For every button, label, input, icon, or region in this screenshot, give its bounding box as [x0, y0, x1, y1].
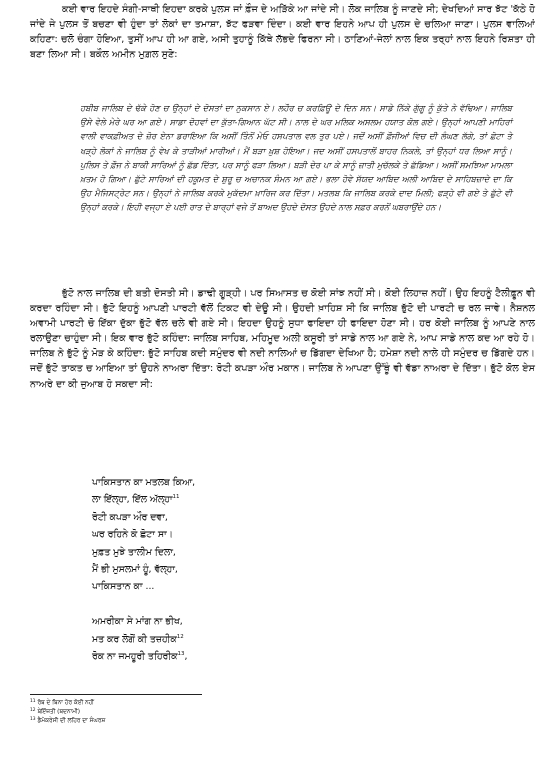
poem-line [92, 544, 452, 561]
stanza-break [92, 596, 452, 613]
footnotes [30, 699, 430, 727]
footnote-number: 11 [30, 699, 36, 704]
footnote-ref: 12 [176, 633, 184, 640]
footnote-ref: 13 [177, 650, 185, 657]
poem-line-text: ਮੁਫ਼ਤ ਮੁਝੇ ਤਾਲੀਮ ਦਿਲਾ, [92, 546, 176, 558]
poem-line [92, 509, 452, 526]
footnote-text: ਬੇਇੱਜ਼ਤੀ (ਬਦਨਾਮੀ) [37, 709, 80, 716]
poem-line-text: ਪਾਕਿਸਤਾਨ ਕਾ ਮਤਲਬ ਕਿਆ, [92, 477, 196, 488]
body-paragraph-1: ਕਈ ਵਾਰ ਇਹਦੇ ਸੰਗੀ-ਸਾਥੀ ਇਹਦਾ ਕਰਕੇ ਪੁਲਸ ਜਾਂ ਫ਼ੌਜ ਦੇ ਅੜਿੱਕੇ ਆ ਜਾਂਦੇ ਸੀ। ਲੋਕ ਜਾਲਿਬ ਨੂੰ ਜਾਣਦੇ ਸੀ; ਦੇਖਦਿਆਂ ਸਾਰ ਝੱਟ 'ਕੱਠੇ ਹੋ ਜਾਂਦੇ ਜੇ ਪੁਲਸ ਤੋਂ ਬਚਣਾ ਵੀ ਹੁੰਦਾ ਤਾਂ ਲੋਕਾਂ ਦਾ ਤਮਾਸ਼ਾ, ਝੱਟ ਫੜਵਾ ਦਿੰਦਾ। ਕਈ ਵਾਰ ਇਹਨੇ ਆਪ ਹੀ ਪੁਲਸ ਦੇ ਚਲਿਆ ਜਾਣਾ। ਪੁਲਸ ਵਾਲਿਆਂ ਕਹਿਣਾ: ਚਲੋ ਚੰਗਾ ਹੋਇਆ, ਤੁਸੀਂ ਆਪ ਹੀ ਆ ਗਏ, ਅਸੀ ਤੁਹਾਨੂੰ ਕਿੱਥੇ ਲੱਭਦੇ ਫਿਰਨਾ ਸੀ। ਠਾਣਿਆਂ-ਜੇਲਾਂ ਨਾਲ ਇਕ ਤਰ੍ਹਾਂ ਨਾਲ ਇਹਨੇ ਰਿਸ਼ਤਾ ਹੀ ਬਣਾ ਲਿਆ ਸੀ। ਬਕੌਲ ਅਮੀਨ ਮੁਗ਼ਲ ਸੁਣੋ: [30, 4, 535, 61]
footnote-number: 12 [30, 708, 36, 714]
footnote-separator [30, 694, 202, 695]
poem-line-punct: , [184, 650, 188, 662]
footnote-text: ਰੱਬ ਦੇ ਬਿਨਾ ਹੋਰ ਕੋਈ ਨਹੀਂ [37, 700, 94, 706]
poem-line [92, 491, 452, 508]
body-paragraph-2: ਭੁੱਟੋ ਨਾਲ ਜਾਲਿਬ ਦੀ ਬਤੀ ਦੋਸਤੀ ਸੀ। ਡਾਢੀ ਗੂੜ੍ਹੀ। ਪਰ ਸਿਆਸਤ ਚ ਕੋਈ ਸਾਂਝ ਨਹੀਂ ਸੀ। ਕੋਈ ਲਿਹਾਜ਼ ਨਹੀਂ। ਉਹ ਇਹਨੂੰ ਟੈਲੀਫ਼ੂਨ ਵੀ ਕਰਦਾ ਰਹਿੰਦਾ ਸੀ। ਭੁੱਟੋ ਇਹਨੂੰ ਆਪਣੀ ਪਾਰਟੀ ਵੱਲੋਂ ਟਿਕਟ ਵੀ ਦੇਊ ਸੀ। ਉਹਦੀ ਖ਼ਾਹਿਸ਼ ਸੀ ਕਿ ਜਾਲਿਬ ਭੁੱਟੋ ਦੀ ਪਾਰਟੀ ਚ ਰਲ ਜਾਵੇ। ਨੈਸ਼ਨਲ ਅਵਾਮੀ ਪਾਰਟੀ ਚੋ ਇੱਕਾ ਦੁੱਕਾ ਭੁੱਟੋ ਵੱਲ ਚਲੇ ਵੀ ਗਏ ਸੀ। ਇਹਦਾ ਉਹਨੂੰ ਸੁਧਾ ਫਾਇਦਾ ਹੀ ਫਾਇਦਾ ਹੋਣਾ ਸੀ। ਹਰ ਕੋਈ ਜਾਲਿਬ ਨੂੰ ਆਪਣੇ ਨਾਲ ਰਲਾਉਣਾ ਚਾਹੁੰਦਾ ਸੀ। ਇਕ ਵਾਰ ਭੁੱਟੋ ਕਹਿੰਦਾ: ਜਾਲਿਬ ਸਾਹਿਬ, ਮਹਿਮੂਦ ਅਲੀ ਕਸੂਰੀ ਤਾਂ ਸਾਡੇ ਨਾਲ ਆ ਗਏ ਨੇ, ਆਪ ਸਾਡੇ ਨਾਲ ਕਦ ਆ ਰਹੇ ਹੋ। ਜਾਲਿਬ ਨੇ ਭੁੱਟੋ ਨੂੰ ਮੋੜ ਕੇ ਕਹਿੰਦਾ: ਭੁੱਟੋ ਸਾਹਿਬ ਕਦੀ ਸਮੁੰਦਰ ਵੀ ਨਦੀ ਨਾਲਿਆਂ ਚ ਡਿੱਗਦਾ ਦੇਖਿਆ ਹੈ; ਹਮੇਸ਼ਾ ਨਦੀ ਨਾਲੇ ਹੀ ਸਮੁੰਦਰ ਚ ਡਿੱਗਦੇ ਹਨ। ਜਦੋਂ ਭੁੱਟੋ ਤਾਕਤ ਚ ਆਇਆ ਤਾਂ ਉਹਨੇ ਨਾਅਰਾ ਦਿੱਤਾ: ਰੋਟੀ ਕਪੜਾ ਔਰ ਮਕਾਨ। ਜਾਲਿਬ ਨੇ ਆਪਣਾ ਉੱਥੂੰ ਵੀ ਵੱਡਾ ਨਾਅਰਾ ਦੇ ਦਿੱਤਾ। ਭੁੱਟੋ ਕੋਲ ਏਸ ਨਾਅਰੇ ਦਾ ਕੀ ਜੁਆਬ ਹੋ ਸਕਦਾ ਸੀ: [30, 288, 535, 390]
poem-line-text: ਮੈਂ ਭੀ ਮੁਸਲਮਾਂ ਹੂੰ, ਵੱਲ੍ਹਾ, [92, 563, 178, 575]
poem-line [92, 561, 452, 578]
poem-line [92, 648, 452, 665]
poem-line [92, 578, 452, 595]
poem-line-text: ਰੋਕ ਨਾ ਜਮਹੂਰੀ ਤਹਿਰੀਕ [92, 650, 178, 662]
footnote [30, 708, 430, 717]
poem-line-text: ਮਤ ਕਰ ਲੋਗੋਂ ਕੀ ਤਜ਼ਹੀਕ [92, 633, 177, 645]
footnote [30, 699, 430, 708]
poem-verse [92, 474, 452, 665]
footnote [30, 717, 430, 726]
footnote-text: ਡੈਮੋਕਰੇਸੀ ਦੀ ਲਹਿਰ ਦਾ ਸੰਘਰਸ਼ [37, 718, 106, 725]
block-quote: ਹਬੀਬ ਜਾਲਿਬ ਦੇ ਢੱਕੇ ਹੋਣ ਚ ਉਨ੍ਹਾਂ ਦੇ ਦੋਸਤਾਂ ਦਾ ਨੁਕਸਾਨ ਏ। ਲਹੌਰ ਚ ਕਰਫ਼ਿਊ ਦੇ ਦਿਨ ਸਨ। ਸਾਡੇ ਨਿੱਕੇ ਗੁੱਗੂ ਨੂੰ ਕੁੱਤੇ ਨੇ ਵੱਢਿਆ। ਜਾਲਿਬ ਉਸੇ ਵੇਲੇ ਮੇਰੇ ਘਰ ਆ ਗਏ। ਸਾਡਾ ਦੋਹਵਾਂ ਦਾ ਕੁੱਤਾ-ਗਿਆਨ ਘੱਟ ਸੀ। ਨਾਲ ਦੇ ਘਰ ਮਲਿਕ ਅਸਲਮ ਹਯਾਤ ਕੋਲ ਗਏ। ਉਨ੍ਹਾਂ ਆਪਣੀ ਮਾਹਿਰਾਂ ਵਾਲੀ ਵਾਕਫ਼ੀਅਤ ਦੇ ਜ਼ੋਰ ਏਨਾ ਡਰਾਇਆ ਕਿ ਅਸੀਂ ਤਿੰਨੋਂ ਮੇਓ ਹਸਪਤਾਲ ਵਲ ਤੁਰ ਪਏ। ਜਦੋਂ ਅਸੀਂ ਫ਼ੌਜੀਆਂ ਵਿਚ ਦੀ ਲੰਘਣ ਲੱਗੇ, ਤਾਂ ਛੋਟਾ ਤੇ ਖੜ੍ਹੇ ਲੋਕਾਂ ਨੇ ਜਾਲਿਬ ਨੂੰ ਵੇਖ ਕੇ ਤਾੜੀਆਂ ਮਾਰੀਆਂ। ਮੈਂ ਬੜਾ ਖ਼ੁਸ਼ ਹੋਇਆ। ਜਦ ਅਸੀਂ ਹਸਪਤਾਲੋਂ ਬਾਹਰ ਨਿਕਲੇ, ਤਾਂ ਉਨ੍ਹਾਂ ਧਰ ਲਿਆ ਸਾਨੂੰ। ਪੁਲਿਸ ਤੇ ਫ਼ੌਜ ਨੇ ਬਾਕੀ ਸਾਰਿਆਂ ਨੂੰ ਛੱਡ ਦਿੱਤਾ, ਪਰ ਸਾਨੂੰ ਫੜਾ ਲਿਆ। ਬੜੀ ਦੇਰ ਪਾ ਕੇ ਸਾਨੂੰ ਜ਼ਾਤੀ ਮੁਚੱਲਕੇ ਤੇ ਛੱਡਿਆ। ਅਸੀਂ ਸਮਝਿਆ ਮਾਮਲਾ ਖ਼ਤਮ ਹੋ ਗਿਆ। ਛੁੱਟੇ ਸਾਰਿਆਂ ਦੀ ਹਕੂਮਤ ਦੇ ਸ਼ੁਰੂ ਚ ਅਚਾਨਕ ਸੰਮਨ ਆ ਗਏ। ਭਲਾ ਹੋਵੇ ਸੱਯਦ ਆਬਿਦ ਅਲੀ ਆਬਿਦ ਦੇ ਸਾਹਿਬਜ਼ਾਦੇ ਦਾ ਕਿ ਉਹ ਮੈਜਿਸਟ੍ਰੇਟ ਸਨ। ਉਨ੍ਹਾਂ ਨੇ ਜਾਲਿਬ ਕਰਕੇ ਮੁਕੱਦਮਾ ਖ਼ਾਰਿਜ ਕਰ ਦਿੱਤਾ। ਮਤਲਬ ਕਿ ਜਾਲਿਬ ਕਰਕੇ ਦਾਦ ਮਿਲੀ; ਫੜ੍ਹੇ ਵੀ ਗਏ ਤੇ ਛੁੱਟੇ ਵੀ ਉਨ੍ਹਾਂ ਕਰਕੇ। ਇਹੀ ਵਜ੍ਹਾ ਏ ਪਈ ਰਾਤ ਦੇ ਬਾਰ੍ਹਾਂ ਵਜੇ ਤੋਂ ਬਾਅਦ ਉਹਦੇ ਦੋਸਤ ਉਹਦੇ ਨਾਲ ਸਫ਼ਰ ਕਰਨੋਂ ਘਬਰਾਉਂਦੇ ਹਨ। [80, 103, 512, 213]
poem-line-text: ਲਾ ਇੱਲ੍ਹਾ, ਇੱਲ ਅੱਲ੍ਹਾ [92, 494, 173, 506]
poem-line-text: ਅਮਰੀਕਾ ਸੇ ਮਾਂਗ ਨਾ ਭੀਖ, [92, 616, 183, 628]
poem-line [92, 613, 452, 630]
poem-line-text: ਰੋਟੀ ਕਪੜਾ ਔਰ ਦਵਾ, [92, 511, 168, 523]
poem-line-text: ਘਰ ਰਹਿਨੇ ਕੋ ਛੋਟਾ ਸਾ। [92, 529, 173, 541]
poem-line [92, 474, 452, 491]
poem-line [92, 526, 452, 543]
footnote-ref: 11 [172, 494, 180, 501]
poem-line [92, 631, 452, 648]
footnote-number: 13 [30, 717, 36, 723]
poem-line-text: ਪਾਕਿਸਤਾਨ ਕਾ ... [92, 581, 155, 593]
